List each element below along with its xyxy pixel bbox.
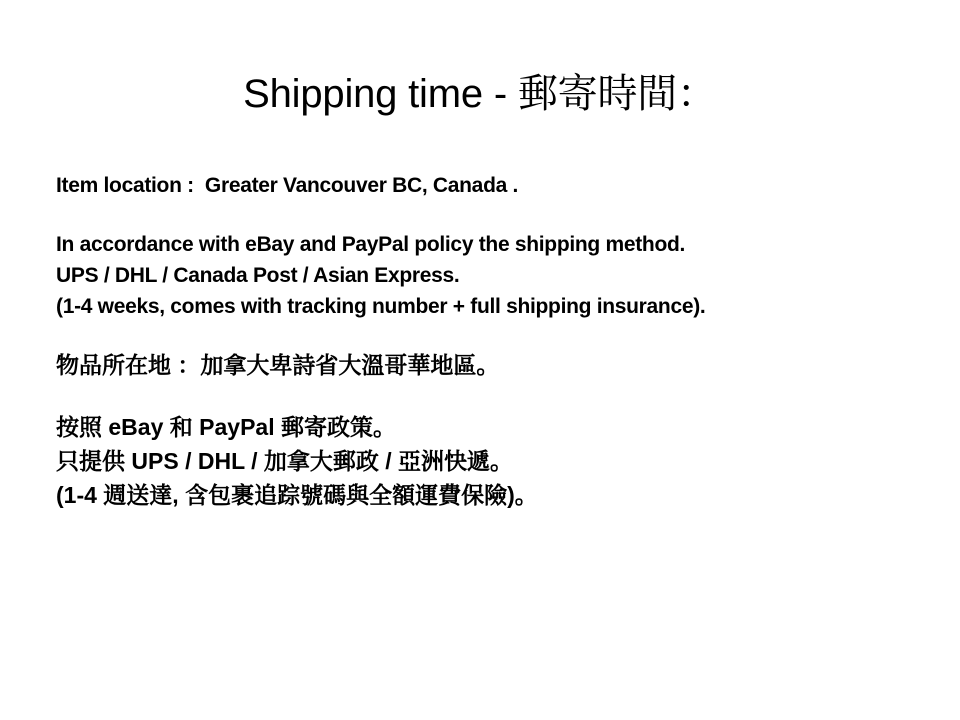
delivery-time-line-zh: (1-4 週送達, 含包裹追踪號碼與全額運費保險)。 <box>56 482 538 508</box>
shipping-policy-line-zh: 按照 eBay 和 PayPal 郵寄政策。 <box>56 414 396 440</box>
spacer <box>56 382 916 410</box>
slide-body <box>56 170 916 512</box>
delivery-time-line: (1-4 weeks, comes with tracking number + full shipping insurance). <box>56 295 706 318</box>
page-title: Shipping time - 郵寄時間： <box>243 72 717 116</box>
carriers-line-zh: 只提供 UPS / DHL / 加拿大郵政 / 亞洲快遞。 <box>56 448 514 474</box>
spacer <box>56 322 916 348</box>
shipping-policy-line: In accordance with eBay and PayPal policy the shipping method. <box>56 233 686 256</box>
spacer <box>56 201 916 229</box>
carriers-line: UPS / DHL / Canada Post / Asian Express. <box>56 264 460 287</box>
item-location-line: Item location : Greater Vancouver BC, Canada . <box>56 174 519 197</box>
item-location-line-zh: 物品所在地 ：加拿大卑詩省大溫哥華地區。 <box>56 352 500 378</box>
